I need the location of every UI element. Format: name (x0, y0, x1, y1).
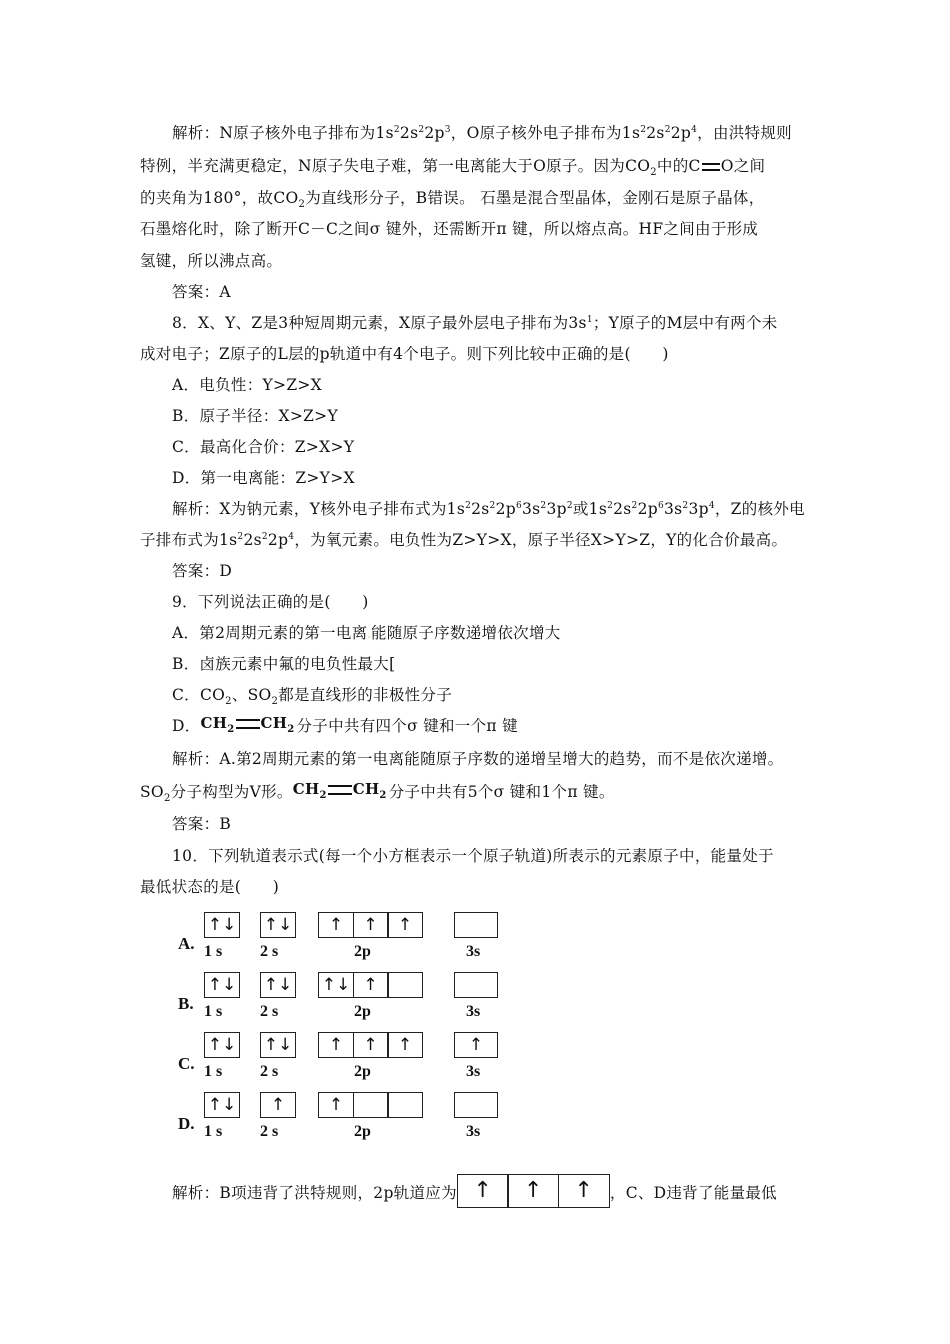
orbital-3s (454, 1092, 498, 1118)
q7-answer: 答案：A (172, 283, 231, 301)
orbital-row (178, 912, 518, 968)
orbital-row (178, 1032, 518, 1088)
orbital-2s (260, 1092, 296, 1118)
orbital-2p (318, 972, 423, 998)
q9-option-c: C．$CO_2$、$SO_2$都是直线形的非极性分子 (172, 686, 453, 708)
q9-option-d: D．$CH_2$ $CH_2$ 分子中共有四个σ 键和一个π 键 (172, 714, 518, 735)
orbital-box: ↑ (353, 972, 389, 998)
correct-2p-orbital-boxes (457, 1174, 610, 1208)
double-bond-icon (702, 163, 720, 171)
orbital-box (387, 1092, 423, 1118)
q8-analysis-line-1: 解析：X为钠元素，Y核外电子排布式为$1s^22s^22p^63s^23p^2$或$1s^22s^22p^63s^23p^4$，Z的核外电 (172, 500, 805, 518)
orbital-box: ↑ (387, 912, 423, 938)
orbital-3s (454, 1032, 498, 1058)
orbital-row (178, 1092, 518, 1148)
orbital-box (454, 972, 498, 998)
orbital-label: 3s (466, 1123, 481, 1140)
q8-answer: 答案：D (172, 562, 233, 580)
q7-analysis-line-4: 石墨熔化时，除了断开C－C之间σ 键外，还需断开π 键，所以熔点高。HF之间由于形成 (140, 220, 759, 238)
q7-analysis-line-5: 氢键，所以沸点高。 (140, 252, 283, 270)
orbital-2p (318, 912, 423, 938)
q10-stem-line-2: 最低状态的是( ) (140, 878, 280, 896)
orbital-box: ↑ (318, 1032, 354, 1058)
q9-option-a: A．第2周期元素的第一电离.能随原子序数递增依次增大 (172, 624, 561, 642)
orbital-1s (204, 972, 240, 998)
orbital-2s (260, 972, 296, 998)
q9-option-b: B．卤族元素中氟的电负性最大[ (172, 655, 396, 673)
q8-stem-line-2: 成对电子；Z原子的L层的p轨道中有4个电子。则下列比较中正确的是( ) (140, 345, 669, 363)
orbital-box: ↑ (353, 1032, 389, 1058)
q8-option-a: A．电负性：Y>Z>X (172, 376, 323, 394)
orbital-label: 2 s (260, 1003, 279, 1020)
orbital-label: 3s (466, 1063, 481, 1080)
orbital-box: ↑ (457, 1174, 509, 1208)
q8-option-c: C．最高化合价：Z>X>Y (172, 438, 355, 456)
option-letter: B. (178, 994, 194, 1013)
orbital-2s (260, 1032, 296, 1058)
q7-analysis-line-3: 的夹角为180°，故$CO_2$为直线形分子，B错误。 石墨是混合型晶体，金刚石是原子晶体， (140, 189, 765, 211)
orbital-row (178, 972, 518, 1028)
q10-stem-line-1: 10．下列轨道表示式(每一个小方框表示一个原子轨道)所表示的元素原子中，能量处于 (172, 847, 774, 865)
orbital-box: ↑ (507, 1174, 559, 1208)
orbital-label: 1 s (204, 1003, 223, 1020)
orbital-label: 2p (354, 1123, 371, 1140)
q8-option-d: D．第一电离能：Z>Y>X (172, 469, 355, 487)
orbital-label: 2 s (260, 1123, 279, 1140)
orbital-2p (318, 1032, 423, 1058)
orbital-box (387, 972, 423, 998)
orbital-2s (260, 912, 296, 938)
orbital-2p (318, 1092, 423, 1118)
orbital-box: ↑ (353, 912, 389, 938)
orbital-box (353, 1092, 389, 1118)
orbital-box: ↑↓ (204, 1092, 240, 1118)
q9-answer: 答案：B (172, 815, 232, 833)
orbital-box: ↑ (318, 912, 354, 938)
orbital-label: 2 s (260, 1063, 279, 1080)
orbital-box: ↑↓ (318, 972, 354, 998)
orbital-box: ↑ (387, 1032, 423, 1058)
orbital-box: ↑↓ (260, 912, 296, 938)
q9-analysis-line-2: $SO_2$分子构型为V形。$CH_2$ $CH_2$ 分子中共有5个σ 键和1个π 键。 (140, 780, 615, 805)
orbital-3s (454, 912, 498, 938)
orbital-label: 3s (466, 1003, 481, 1020)
orbital-label: 1 s (204, 943, 223, 960)
q7-analysis-line-1: 解析：N原子核外电子排布为$1s^22s^22p^3$，O原子核外电子排布为$1s^22s^22p^4$，由洪特规则 (172, 124, 792, 142)
q10-analysis-line-1: 解析：B项违背了洪特规则，2p轨道应为 ↑ ↑ ↑ ，C、D违背了能量最低 (172, 1177, 777, 1211)
orbital-label: 2p (354, 1003, 371, 1020)
orbital-box (454, 912, 498, 938)
q9-stem: 9．下列说法正确的是( ) (172, 593, 369, 611)
option-letter: C. (178, 1054, 195, 1073)
double-bond-icon (328, 785, 352, 795)
double-bond-icon (236, 719, 260, 729)
orbital-1s (204, 1092, 240, 1118)
option-letter: A. (178, 934, 195, 953)
orbital-box: ↑ (318, 1092, 354, 1118)
orbital-label: 2 s (260, 943, 279, 960)
orbital-box: ↑ (260, 1092, 296, 1118)
orbital-label: 3s (466, 943, 481, 960)
ethylene-formula: $CH_2$ $CH_2$ (292, 780, 387, 801)
q7-analysis-line-2: 特例，半充满更稳定，N原子失电子难，第一电离能大于O原子。因为$CO_2$中的C O之间 (140, 157, 766, 179)
orbital-box: ↑ (454, 1032, 498, 1058)
q8-option-b: B．原子半径：X>Z>Y (172, 407, 339, 425)
ethylene-formula: $CH_2$ $CH_2$ (200, 714, 295, 735)
option-letter: D. (178, 1114, 195, 1133)
orbital-3s (454, 972, 498, 998)
q9-analysis-line-1: 解析：A.第2周期元素的第一电离能随原子序数的递增呈增大的趋势，而不是依次递增。 (172, 750, 784, 768)
orbital-box: ↑↓ (204, 1032, 240, 1058)
orbital-label: 2p (354, 1063, 371, 1080)
orbital-label: 2p (354, 943, 371, 960)
q8-analysis-line-2: 子排布式为$1s^22s^22p^4$，为氧元素。电负性为Z>Y>X，原子半径X>Y>Z，Y的化合价最高。 (140, 531, 788, 549)
orbital-1s (204, 1032, 240, 1058)
q8-stem-line-1: 8．X、Y、Z是3种短周期元素，X原子最外层电子排布为$3s^1$；Y原子的M层中有两个未 (172, 314, 778, 332)
orbital-label: 1 s (204, 1123, 223, 1140)
orbital-box: ↑↓ (204, 912, 240, 938)
orbital-1s (204, 912, 240, 938)
orbital-box: ↑↓ (260, 972, 296, 998)
orbital-box: ↑↓ (260, 1032, 296, 1058)
orbital-box: ↑↓ (204, 972, 240, 998)
orbital-box: ↑ (558, 1174, 610, 1208)
orbital-box (454, 1092, 498, 1118)
orbital-label: 1 s (204, 1063, 223, 1080)
